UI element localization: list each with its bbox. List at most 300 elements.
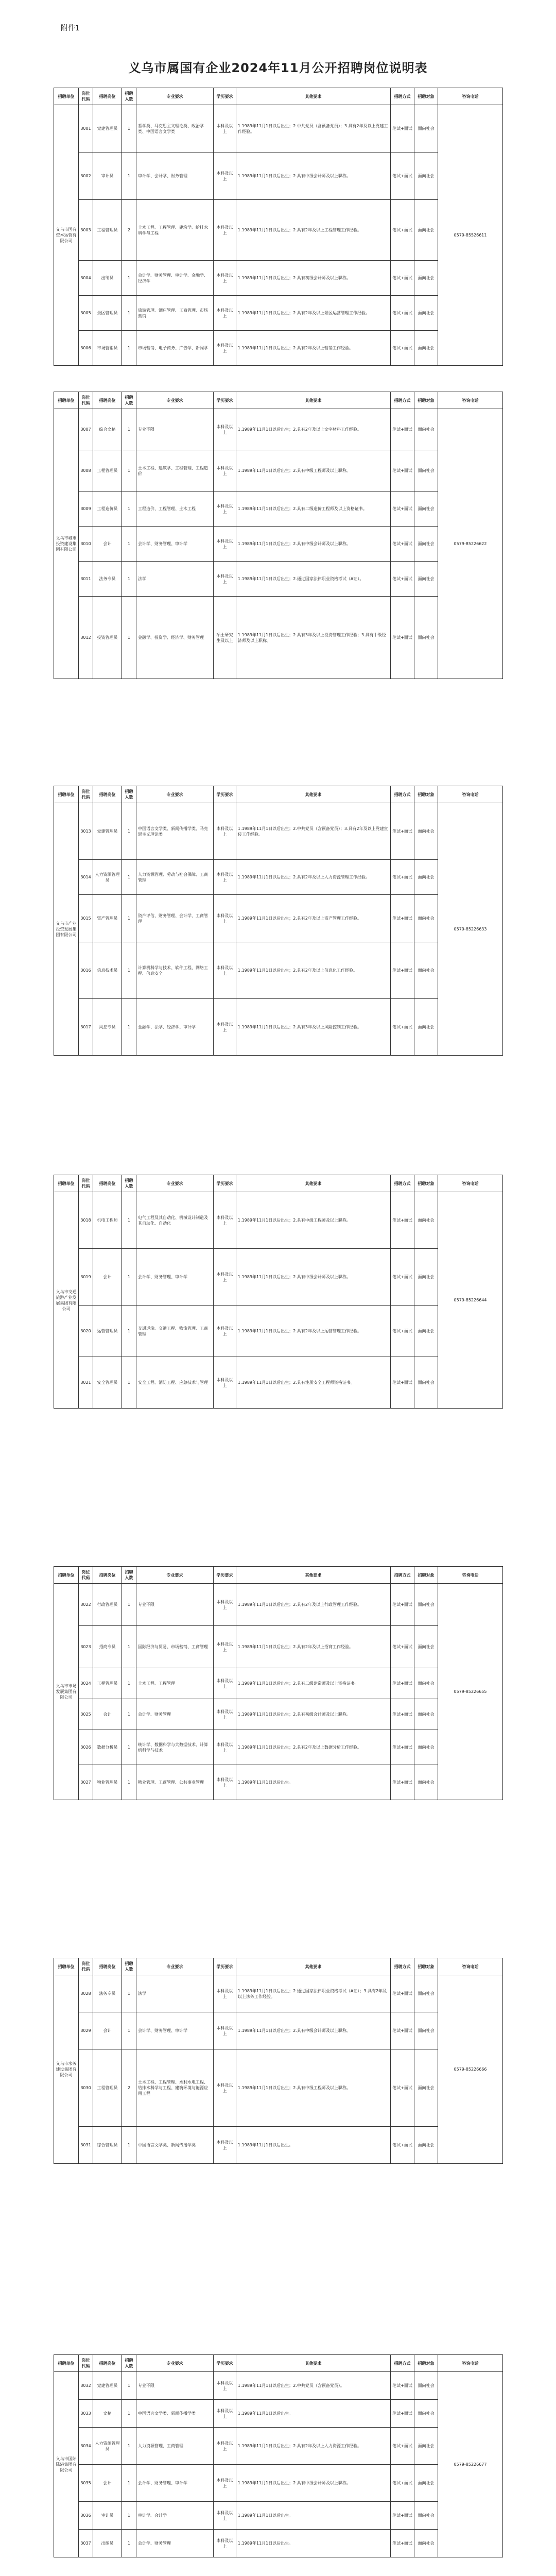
requirements-cell: 1.1989年11月1日以后出生；2.具有2年及以上资产管理工作经验。: [236, 895, 391, 942]
column-header: 招聘岗位: [93, 392, 122, 409]
post-name-cell: 会计: [93, 2012, 122, 2049]
table-row: [54, 942, 503, 999]
target-cell: 面向社会: [414, 1249, 438, 1306]
requirements-cell: 1.1989年11月1日以后出生；2.中共党员（含预备党员）；3.具有2年及以上党建宣传工作经验。: [236, 803, 391, 860]
method-cell: 笔试+面试: [391, 261, 414, 296]
headcount-cell: 1: [122, 1975, 136, 2012]
column-header: 招聘人数: [122, 786, 136, 803]
headcount-cell: 1: [122, 527, 136, 562]
education-cell: 本科及以上: [214, 803, 236, 860]
post-code-cell: 3027: [79, 1765, 93, 1800]
major-cell: 土木工程、建筑学、工程管理、工程造价: [136, 450, 214, 492]
method-cell: 笔试+面试: [391, 999, 414, 1056]
unit-cell: 义乌市城市投资建设集团有限公司: [54, 409, 79, 679]
requirements-cell: 1.1989年11月1日以后出生；2.具有中级会计师及以上职称。: [236, 2465, 391, 2502]
column-header: 招聘方式: [391, 1958, 414, 1975]
major-cell: 工程造价、工程管理、土木工程: [136, 492, 214, 527]
table-row: [54, 597, 503, 679]
headcount-cell: 1: [122, 331, 136, 366]
method-cell: 笔试+面试: [391, 2372, 414, 2400]
requirements-cell: 1.1989年11月1日以后出生；2.具有3年及以上投资管理工作经验；3.具有中级经济师及以上职称。: [236, 597, 391, 679]
method-cell: 笔试+面试: [391, 1730, 414, 1765]
post-code-cell: 3026: [79, 1730, 93, 1765]
post-name-cell: 审计员: [93, 2502, 122, 2530]
headcount-cell: 2: [122, 2049, 136, 2127]
target-cell: 面向社会: [414, 597, 438, 679]
education-cell: 本科及以上: [214, 1584, 236, 1626]
column-header: 学历要求: [214, 392, 236, 409]
target-cell: 面向社会: [414, 1626, 438, 1668]
column-header: 招聘单位: [54, 1175, 79, 1192]
headcount-cell: 1: [122, 1626, 136, 1668]
post-code-cell: 3017: [79, 999, 93, 1056]
column-header: 招聘单位: [54, 786, 79, 803]
table-row: [54, 296, 503, 331]
post-name-cell: 行政管理员: [93, 1584, 122, 1626]
post-name-cell: 会计: [93, 1249, 122, 1306]
table-header-row: [54, 1567, 503, 1584]
post-code-cell: 3009: [79, 492, 93, 527]
requirements-cell: 1.1989年11月1日以后出生；2.具有2年及以上营销工作经验。: [236, 331, 391, 366]
column-header: 专业要求: [136, 88, 214, 105]
table-row: [54, 331, 503, 366]
method-cell: 笔试+面试: [391, 1668, 414, 1699]
method-cell: 笔试+面试: [391, 1249, 414, 1306]
post-name-cell: 法务专员: [93, 1975, 122, 2012]
post-code-cell: 3032: [79, 2372, 93, 2400]
requirements-cell: 1.1989年11月1日以后出生；2.具有二级建造师及以上资格证书。: [236, 1668, 391, 1699]
method-cell: 笔试+面试: [391, 450, 414, 492]
method-cell: 笔试+面试: [391, 1584, 414, 1626]
method-cell: 笔试+面试: [391, 200, 414, 261]
column-header: 招聘岗位: [93, 1958, 122, 1975]
post-code-cell: 3037: [79, 2530, 93, 2557]
table-row: [54, 1668, 503, 1699]
post-code-cell: 3031: [79, 2127, 93, 2164]
table-page-7: [54, 2354, 502, 2557]
major-cell: 金融学、投资学、经济学、财务管理: [136, 597, 214, 679]
phone-cell: 0579-85226666: [438, 1975, 503, 2164]
post-name-cell: 运营管理员: [93, 1306, 122, 1357]
target-cell: 面向社会: [414, 2372, 438, 2400]
education-cell: 本科及以上: [214, 1699, 236, 1730]
education-cell: 本科及以上: [214, 1357, 236, 1409]
post-name-cell: 党建管理员: [93, 2372, 122, 2400]
headcount-cell: 1: [122, 2372, 136, 2400]
post-code-cell: 3015: [79, 895, 93, 942]
education-cell: 本科及以上: [214, 999, 236, 1056]
post-code-cell: 3005: [79, 296, 93, 331]
education-cell: 本科及以上: [214, 942, 236, 999]
requirements-cell: 1.1989年11月1日以后出生；2.具有2年及以上人力资源管理工作经验。: [236, 860, 391, 895]
column-header: 专业要求: [136, 1175, 214, 1192]
column-header: 其他要求: [236, 88, 391, 105]
post-name-cell: 工程管理员: [93, 450, 122, 492]
education-cell: 本科及以上: [214, 1975, 236, 2012]
headcount-cell: 1: [122, 2465, 136, 2502]
column-header: 咨询电话: [438, 1175, 503, 1192]
column-header: 其他要求: [236, 1958, 391, 1975]
post-name-cell: 工程管理员: [93, 1668, 122, 1699]
column-header: 咨询电话: [438, 2355, 503, 2372]
phone-cell: 0579-85226677: [438, 2372, 503, 2557]
education-cell: 本科及以上: [214, 1192, 236, 1249]
requirements-cell: 1.1989年11月1日以后出生。: [236, 2502, 391, 2530]
column-header: 招聘对象: [414, 2355, 438, 2372]
requirements-cell: 1.1989年11月1日以后出生；2.具有初级会计师及以上职称。: [236, 261, 391, 296]
education-cell: 硕士研究生及以上: [214, 597, 236, 679]
education-cell: 本科及以上: [214, 2127, 236, 2164]
column-header: 招聘人数: [122, 392, 136, 409]
table-row: [54, 1584, 503, 1626]
education-cell: 本科及以上: [214, 331, 236, 366]
method-cell: 笔试+面试: [391, 2502, 414, 2530]
post-code-cell: 3025: [79, 1699, 93, 1730]
major-cell: 土木工程、工程管理、建筑学、给排水科学与工程: [136, 200, 214, 261]
column-header: 岗位代码: [79, 88, 93, 105]
post-code-cell: 3029: [79, 2012, 93, 2049]
method-cell: 笔试+面试: [391, 1626, 414, 1668]
headcount-cell: 1: [122, 860, 136, 895]
method-cell: 笔试+面试: [391, 562, 414, 597]
headcount-cell: 1: [122, 597, 136, 679]
method-cell: 笔试+面试: [391, 152, 414, 200]
column-header: 招聘单位: [54, 2355, 79, 2372]
method-cell: 笔试+面试: [391, 597, 414, 679]
table-row: [54, 1249, 503, 1306]
education-cell: 本科及以上: [214, 562, 236, 597]
education-cell: 本科及以上: [214, 492, 236, 527]
method-cell: 笔试+面试: [391, 527, 414, 562]
headcount-cell: 2: [122, 200, 136, 261]
major-cell: 专业不限: [136, 409, 214, 450]
target-cell: 面向社会: [414, 803, 438, 860]
post-code-cell: 3036: [79, 2502, 93, 2530]
method-cell: 笔试+面试: [391, 1357, 414, 1409]
target-cell: 面向社会: [414, 409, 438, 450]
annex-label: 附件1: [61, 24, 80, 32]
column-header: 招聘对象: [414, 88, 438, 105]
target-cell: 面向社会: [414, 2049, 438, 2127]
major-cell: 人力资源管理、工商管理: [136, 2428, 214, 2465]
education-cell: 本科及以上: [214, 261, 236, 296]
column-header: 招聘方式: [391, 1175, 414, 1192]
target-cell: 面向社会: [414, 1765, 438, 1800]
major-cell: 中国语言文学类、新闻传播学类: [136, 2400, 214, 2428]
major-cell: 交通运输、交通工程、物流管理、工商管理: [136, 1306, 214, 1357]
post-name-cell: 市场营销员: [93, 331, 122, 366]
jobs-table: [54, 1566, 503, 1800]
headcount-cell: 1: [122, 942, 136, 999]
post-code-cell: 3030: [79, 2049, 93, 2127]
post-code-cell: 3034: [79, 2428, 93, 2465]
unit-cell: 义乌市交通旅游产业发展集团有限公司: [54, 1192, 79, 1409]
method-cell: 笔试+面试: [391, 2400, 414, 2428]
post-name-cell: 出纳员: [93, 261, 122, 296]
table-row: [54, 2502, 503, 2530]
headcount-cell: 1: [122, 492, 136, 527]
headcount-cell: 1: [122, 1306, 136, 1357]
headcount-cell: 1: [122, 1668, 136, 1699]
table-row: [54, 450, 503, 492]
method-cell: 笔试+面试: [391, 803, 414, 860]
jobs-table: [54, 2354, 503, 2557]
requirements-cell: 1.1989年11月1日以后出生；2.具有中级会计师及以上职称。: [236, 2012, 391, 2049]
post-name-cell: 会计: [93, 1699, 122, 1730]
post-name-cell: 景区管理员: [93, 296, 122, 331]
column-header: 其他要求: [236, 392, 391, 409]
headcount-cell: 1: [122, 562, 136, 597]
post-name-cell: 工程造价员: [93, 492, 122, 527]
education-cell: 本科及以上: [214, 296, 236, 331]
method-cell: 笔试+面试: [391, 1699, 414, 1730]
table-row: [54, 860, 503, 895]
column-header: 招聘方式: [391, 88, 414, 105]
table-row: [54, 803, 503, 860]
column-header: 招聘岗位: [93, 1567, 122, 1584]
post-code-cell: 3008: [79, 450, 93, 492]
table-row: [54, 2372, 503, 2400]
post-code-cell: 3021: [79, 1357, 93, 1409]
column-header: 招聘方式: [391, 1567, 414, 1584]
column-header: 学历要求: [214, 88, 236, 105]
target-cell: 面向社会: [414, 942, 438, 999]
requirements-cell: 1.1989年11月1日以后出生；2.具有中级会计师及以上职称。: [236, 1249, 391, 1306]
headcount-cell: 1: [122, 2400, 136, 2428]
table-header-row: [54, 1175, 503, 1192]
phone-cell: 0579-85226655: [438, 1584, 503, 1800]
major-cell: 法学: [136, 1975, 214, 2012]
unit-cell: 义乌市市场发展集团有限公司: [54, 1584, 79, 1800]
table-row: [54, 895, 503, 942]
method-cell: 笔试+面试: [391, 1975, 414, 2012]
requirements-cell: 1.1989年11月1日以后出生；2.具有二级造价工程师及以上资格证书。: [236, 492, 391, 527]
major-cell: 审计学、会计学、财务管理: [136, 152, 214, 200]
post-name-cell: 文秘: [93, 2400, 122, 2428]
method-cell: 笔试+面试: [391, 2530, 414, 2557]
column-header: 招聘方式: [391, 786, 414, 803]
headcount-cell: 1: [122, 1584, 136, 1626]
major-cell: 会计学、财务管理: [136, 2530, 214, 2557]
method-cell: 笔试+面试: [391, 2012, 414, 2049]
headcount-cell: 1: [122, 261, 136, 296]
column-header: 招聘人数: [122, 88, 136, 105]
target-cell: 面向社会: [414, 2530, 438, 2557]
headcount-cell: 1: [122, 1765, 136, 1800]
post-name-cell: 审计员: [93, 152, 122, 200]
post-code-cell: 3019: [79, 1249, 93, 1306]
requirements-cell: 1.1989年11月1日以后出生；2.中共党员（含预备党员）。: [236, 2372, 391, 2400]
post-code-cell: 3013: [79, 803, 93, 860]
major-cell: 电气工程及其自动化、机械设计制造及其自动化、自动化: [136, 1192, 214, 1249]
method-cell: 笔试+面试: [391, 492, 414, 527]
headcount-cell: 1: [122, 105, 136, 152]
major-cell: 审计学、会计学: [136, 2502, 214, 2530]
target-cell: 面向社会: [414, 1306, 438, 1357]
table-header-row: [54, 88, 503, 105]
jobs-table: [54, 392, 503, 679]
major-cell: 旅游管理、酒店管理、工商管理、市场营销: [136, 296, 214, 331]
column-header: 其他要求: [236, 786, 391, 803]
table-row: [54, 200, 503, 261]
requirements-cell: 1.1989年11月1日以后出生。: [236, 2400, 391, 2428]
post-code-cell: 3014: [79, 860, 93, 895]
major-cell: 哲学类、马克思主义理论类、政治学类、中国语言文学类: [136, 105, 214, 152]
method-cell: 笔试+面试: [391, 296, 414, 331]
target-cell: 面向社会: [414, 2465, 438, 2502]
post-name-cell: 数据分析员: [93, 1730, 122, 1765]
target-cell: 面向社会: [414, 331, 438, 366]
target-cell: 面向社会: [414, 105, 438, 152]
target-cell: 面向社会: [414, 999, 438, 1056]
target-cell: 面向社会: [414, 562, 438, 597]
method-cell: 笔试+面试: [391, 942, 414, 999]
method-cell: 笔试+面试: [391, 1306, 414, 1357]
column-header: 专业要求: [136, 2355, 214, 2372]
method-cell: 笔试+面试: [391, 2127, 414, 2164]
requirements-cell: 1.1989年11月1日以后出生；2.具有2年及以上运营管理工作经验。: [236, 1306, 391, 1357]
requirements-cell: 1.1989年11月1日以后出生；2.具有中级会计师及以上职称。: [236, 152, 391, 200]
post-name-cell: 综合文秘: [93, 409, 122, 450]
target-cell: 面向社会: [414, 2400, 438, 2428]
requirements-cell: 1.1989年11月1日以后出生；2.具有注册安全工程师资格证书。: [236, 1357, 391, 1409]
headcount-cell: 1: [122, 450, 136, 492]
major-cell: 土木工程、工程管理: [136, 1668, 214, 1699]
major-cell: 市场营销、电子商务、广告学、新闻学: [136, 331, 214, 366]
phone-cell: 0579-85226644: [438, 1192, 503, 1409]
major-cell: 人力资源管理、劳动与社会保障、工商管理: [136, 860, 214, 895]
table-row: [54, 2049, 503, 2127]
jobs-table: [54, 88, 503, 366]
education-cell: 本科及以上: [214, 1626, 236, 1668]
requirements-cell: 1.1989年11月1日以后出生；2.具有2年及以上工程管理工作经验。: [236, 200, 391, 261]
column-header: 招聘岗位: [93, 88, 122, 105]
requirements-cell: 1.1989年11月1日以后出生；2.具有中级工程师及以上职称。: [236, 450, 391, 492]
post-code-cell: 3016: [79, 942, 93, 999]
method-cell: 笔试+面试: [391, 2465, 414, 2502]
post-code-cell: 3022: [79, 1584, 93, 1626]
column-header: 招聘岗位: [93, 2355, 122, 2372]
headcount-cell: 1: [122, 2012, 136, 2049]
table-page-1: [54, 88, 502, 366]
column-header: 招聘人数: [122, 2355, 136, 2372]
major-cell: 国际经济与贸易、市场营销、工商管理: [136, 1626, 214, 1668]
column-header: 招聘单位: [54, 88, 79, 105]
post-code-cell: 3023: [79, 1626, 93, 1668]
table-row: [54, 1306, 503, 1357]
post-name-cell: 机电工程师: [93, 1192, 122, 1249]
requirements-cell: 1.1989年11月1日以后出生。: [236, 2530, 391, 2557]
requirements-cell: 1.1989年11月1日以后出生；2.具有中级工程师及以上职称。: [236, 1192, 391, 1249]
method-cell: 笔试+面试: [391, 860, 414, 895]
column-header: 专业要求: [136, 392, 214, 409]
education-cell: 本科及以上: [214, 105, 236, 152]
post-name-cell: 工程管理员: [93, 2049, 122, 2127]
table-row: [54, 1626, 503, 1668]
table-header-row: [54, 786, 503, 803]
post-code-cell: 3012: [79, 597, 93, 679]
table-row: [54, 2012, 503, 2049]
education-cell: 本科及以上: [214, 527, 236, 562]
post-name-cell: 党建管理员: [93, 803, 122, 860]
target-cell: 面向社会: [414, 1730, 438, 1765]
target-cell: 面向社会: [414, 450, 438, 492]
column-header: 招聘方式: [391, 2355, 414, 2372]
post-code-cell: 3018: [79, 1192, 93, 1249]
column-header: 咨询电话: [438, 1567, 503, 1584]
post-name-cell: 风控专员: [93, 999, 122, 1056]
target-cell: 面向社会: [414, 2012, 438, 2049]
headcount-cell: 1: [122, 803, 136, 860]
column-header: 招聘单位: [54, 392, 79, 409]
requirements-cell: 1.1989年11月1日以后出生；2.具有2年及以上招商工作经验。: [236, 1626, 391, 1668]
headcount-cell: 1: [122, 1730, 136, 1765]
table-row: [54, 562, 503, 597]
column-header: 招聘对象: [414, 786, 438, 803]
table-row: [54, 2127, 503, 2164]
post-name-cell: 会计: [93, 2465, 122, 2502]
requirements-cell: 1.1989年11月1日以后出生；2.具有中级会计师及以上职称。: [236, 527, 391, 562]
education-cell: 本科及以上: [214, 450, 236, 492]
column-header: 招聘岗位: [93, 1175, 122, 1192]
education-cell: 本科及以上: [214, 2372, 236, 2400]
education-cell: 本科及以上: [214, 1765, 236, 1800]
post-code-cell: 3020: [79, 1306, 93, 1357]
post-code-cell: 3001: [79, 105, 93, 152]
table-page-2: [54, 392, 502, 679]
target-cell: 面向社会: [414, 527, 438, 562]
column-header: 招聘对象: [414, 392, 438, 409]
requirements-cell: 1.1989年11月1日以后出生；2.具有3年及以上风险控制工作经验。: [236, 999, 391, 1056]
major-cell: 会计学、财务管理、审计学: [136, 2465, 214, 2502]
jobs-table: [54, 786, 503, 1056]
headcount-cell: 1: [122, 2127, 136, 2164]
major-cell: 安全工程、消防工程、应急技术与管理: [136, 1357, 214, 1409]
column-header: 招聘人数: [122, 1175, 136, 1192]
requirements-cell: 1.1989年11月1日以后出生；2.具有2年及以上数据分析工作经验。: [236, 1730, 391, 1765]
education-cell: 本科及以上: [214, 1668, 236, 1699]
requirements-cell: 1.1989年11月1日以后出生；2.具有2年及以上信息化工作经验。: [236, 942, 391, 999]
column-header: 招聘人数: [122, 1567, 136, 1584]
education-cell: 本科及以上: [214, 1730, 236, 1765]
post-name-cell: 会计: [93, 527, 122, 562]
headcount-cell: 1: [122, 999, 136, 1056]
target-cell: 面向社会: [414, 296, 438, 331]
post-code-cell: 3002: [79, 152, 93, 200]
headcount-cell: 1: [122, 1357, 136, 1409]
education-cell: 本科及以上: [214, 200, 236, 261]
unit-cell: 义乌市国有资本运营有限公司: [54, 105, 79, 366]
target-cell: 面向社会: [414, 261, 438, 296]
target-cell: 面向社会: [414, 1192, 438, 1249]
column-header: 招聘岗位: [93, 786, 122, 803]
unit-cell: 义乌市水务建设集团有限公司: [54, 1975, 79, 2164]
jobs-table: [54, 1958, 503, 2164]
jobs-table: [54, 1175, 503, 1409]
column-header: 招聘单位: [54, 1567, 79, 1584]
page-title: 义乌市属国有企业2024年11月公开招聘岗位说明表: [128, 61, 428, 75]
major-cell: 中国语言文学类、新闻传播学类、马克思主义理论类: [136, 803, 214, 860]
table-row: [54, 1192, 503, 1249]
column-header: 岗位代码: [79, 392, 93, 409]
education-cell: 本科及以上: [214, 2428, 236, 2465]
major-cell: 会计学、财务管理、审计学: [136, 1249, 214, 1306]
headcount-cell: 1: [122, 2530, 136, 2557]
post-name-cell: 出纳员: [93, 2530, 122, 2557]
education-cell: 本科及以上: [214, 1249, 236, 1306]
post-code-cell: 3024: [79, 1668, 93, 1699]
post-name-cell: 人力资源管理员: [93, 860, 122, 895]
